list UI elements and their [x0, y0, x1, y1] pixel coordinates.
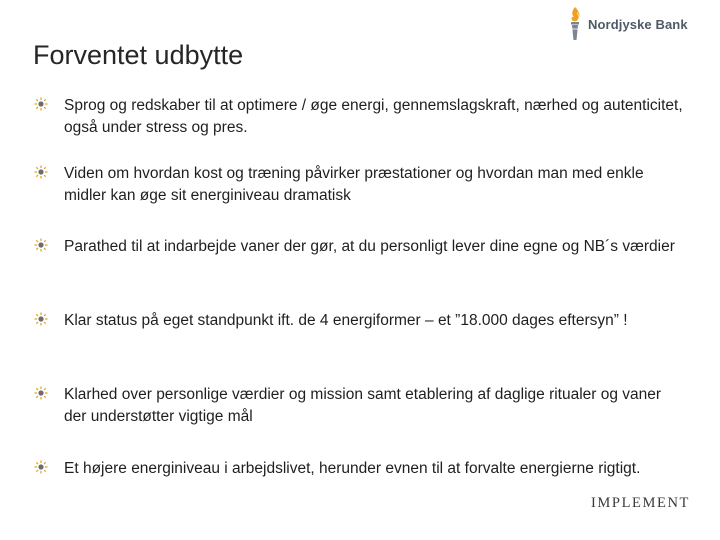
sun-bullet-icon: [34, 238, 48, 252]
sun-bullet-icon: [34, 386, 48, 400]
bullet-text: Viden om hvordan kost og træning påvirker præstationer og hvordan man med enkle midler kan øge sit energiniveau dramatisk: [64, 165, 644, 204]
bullet-text: Klarhed over personlige værdier og mission samt etablering af daglige ritualer og vaner der understøtter vigtige mål: [64, 386, 662, 425]
logo-text: Nordjyske Bank: [588, 16, 688, 32]
nordjyske-bank-logo: [566, 6, 688, 42]
sun-bullet-icon: [34, 97, 48, 111]
sun-bullet-icon: [34, 312, 48, 326]
bullet-text: Klar status på eget standpunkt ift. de 4 energiformer – et ”18.000 dages eftersyn” !: [64, 312, 628, 329]
bullet-text: Parathed til at indarbejde vaner der gør, at du personligt lever dine egne og NB´s værdier: [64, 238, 675, 255]
slide-title: Forventet udbytte: [33, 40, 244, 70]
sun-bullet-icon: [34, 165, 48, 179]
implement-logo: IMPLEMENT: [591, 495, 690, 511]
torch-icon: [566, 6, 584, 42]
sun-bullet-icon: [34, 460, 48, 474]
bullet-text: Et højere energiniveau i arbejdslivet, herunder evnen til at forvalte energierne rigtigt.: [64, 460, 641, 477]
bullet-text: Sprog og redskaber til at optimere / øge energi, gennemslagskraft, nærhed og autenticitet, også under stress og pres.: [64, 97, 683, 136]
